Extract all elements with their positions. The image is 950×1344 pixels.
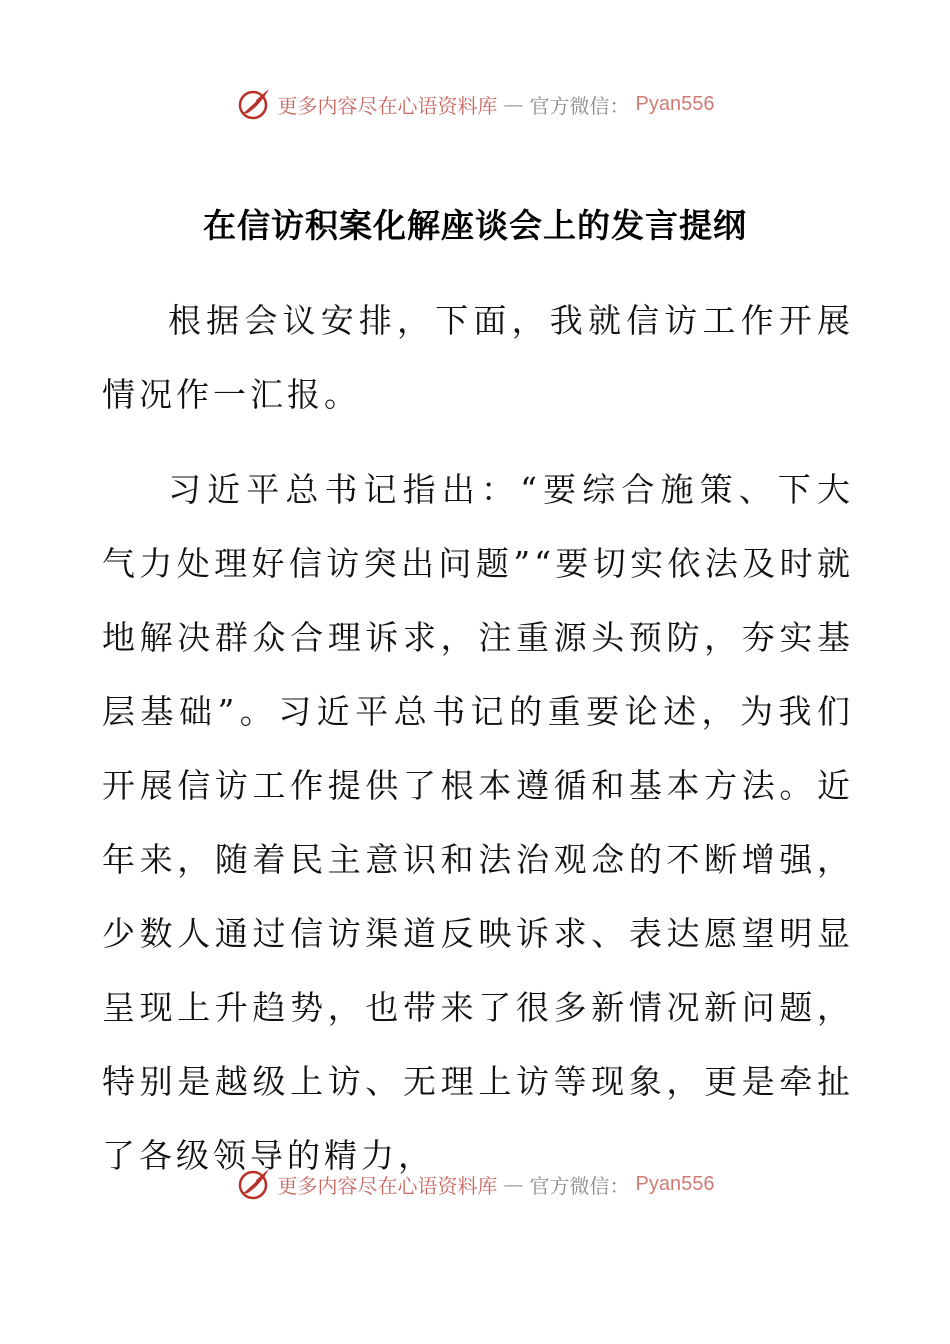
paragraph-1: 根据会议安排，下面，我就信访工作开展情况作一汇报。: [102, 301, 854, 414]
paragraph-2: 习近平总书记指出：“要综合施策、下大气力处理好信访突出问题”“要切实依法及时就地解决群众合理诉求，注重源头预防，夯实基层基础”。习近平总书记的重要论述，为我们开展信访工作提供了根本遵循和基本方法。近年来，随着民主意识和法治观念的不断增强，少数人通过信访渠道反映诉求、表达愿望明显呈现上升趋势，也带来了很多新情况新问题，特别是越级上访、无理上访等现象，更是牵扯了各级领导的精力，: [102, 470, 854, 1175]
banner-separator: —: [503, 1172, 524, 1196]
banner-wechat-label: 官方微信：: [529, 1173, 630, 1198]
quill-pen-logo-icon: [236, 1166, 272, 1202]
quill-pen-logo-icon: [236, 86, 272, 122]
footer-banner: [0, 1162, 950, 1206]
header-banner: [0, 82, 950, 126]
banner-main-text: 更多内容尽在心语资料库: [277, 93, 498, 118]
banner-separator: —: [503, 92, 524, 116]
document-title: 在信访积案化解座谈会上的发言提纲: [203, 206, 747, 245]
banner-main-text: 更多内容尽在心语资料库: [277, 1173, 498, 1198]
banner-wechat-label: 官方微信：: [529, 93, 630, 118]
banner-wechat-id: Pyan556: [635, 1172, 715, 1195]
banner-wechat-id: Pyan556: [635, 92, 715, 115]
